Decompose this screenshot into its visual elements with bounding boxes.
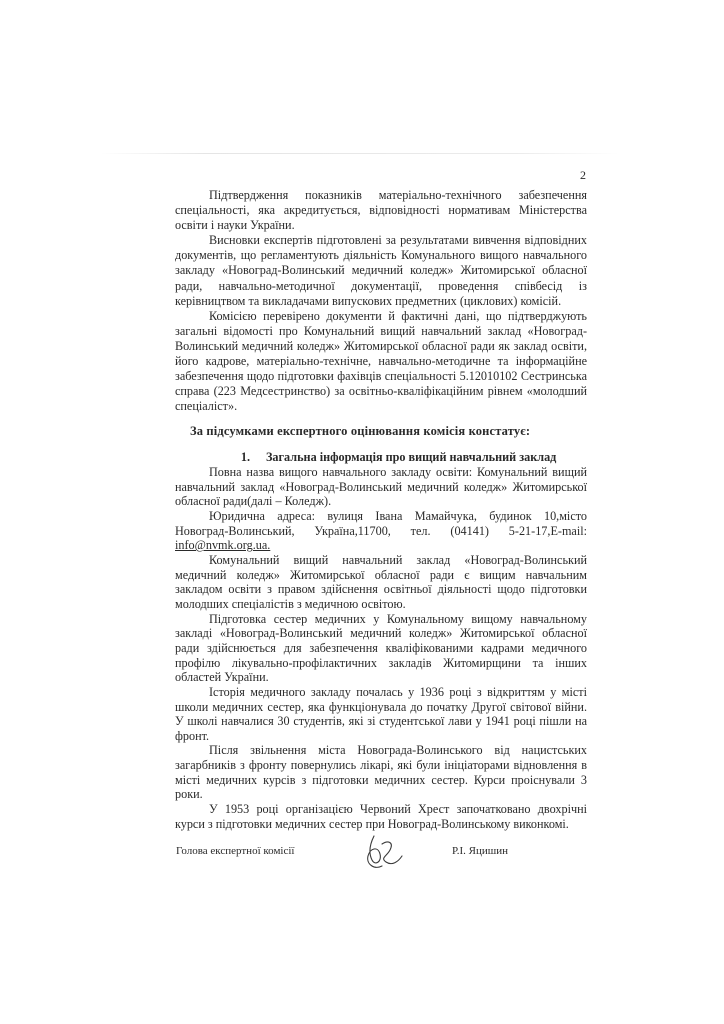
heading-title: Загальна інформація про вищий навчальний заклад: [266, 450, 557, 464]
full-name-paragraph: Повна назва вищого навчального закладу освіти: Комунальний вищий навчальний заклад «Новоград-Волинський медичний коледж» Житомирської обласної ради(далі – Коледж).: [175, 465, 587, 509]
intro-paragraph: Висновки експертів підготовлені за результатами вивчення відповідних документів, що регламентують діяльність Комунального вищого навчального закладу «Новоград-Волинський медичний коледж» Житомирської обласної ради, навчально-методичної документації, проведення співбесід із керівництвом та викладачами випускових предметних (циклових) комісій.: [175, 233, 587, 308]
handwritten-signature: [360, 832, 406, 872]
footer-role: Голова експертної комісії: [176, 845, 295, 857]
intro-section: [175, 188, 587, 414]
address-text: Юридична адреса: вулиця Івана Мамайчука, будинок 10,місто Новоград-Волинський, Україна,11700, тел. (04141) 5-21-17,E-mail:: [175, 508, 587, 538]
section-heading: За підсумками експертного оцінювання комісія констатує:: [190, 424, 531, 438]
training-paragraph: Підготовка сестер медичних у Комунальному вищому навчальному закладі «Новоград-Волинський медичний коледж» Житомирської обласної ради здійснюється для забезпечення кваліфікованими кадрами медичного профілю лікувально-профілактичних закладів Житомирщини та інших областей України.: [175, 611, 587, 685]
page-number: 2: [580, 168, 586, 182]
scan-edge-line: [100, 153, 620, 154]
general-info-section: [175, 465, 587, 831]
address-paragraph: [175, 509, 587, 553]
heading-number: 1.: [240, 450, 250, 464]
liberation-paragraph: Після звільнення міста Новограда-Волинського від нацистських загарбників з фронту повернулись лікарі, які були ініціаторами відновлення в місті медичних курсів з підготовки медичних сестер. Курси проіснували 3 роки.: [175, 743, 587, 802]
intro-paragraph: Комісією перевірено документи й фактичні дані, що підтверджують загальні відомості про Комунальний вищий навчальний заклад «Новоград-Волинський медичний коледж» Житомирської обласної ради як заклад освіти, його кадрове, матеріально-технічне, навчально-методичне та інформаційне забезпечення щодо підготовки фахівців спеціальності 5.12010102 Сестринська справа (223 Медсестринство) за освітньо-кваліфікаційним рівнем «молодший спеціаліст».: [175, 308, 587, 414]
email-link[interactable]: info@nvmk.org.ua.: [175, 538, 271, 553]
status-paragraph: Комунальний вищий навчальний заклад «Новоград-Волинський медичний коледж» Житомирської обласної ради є вищим навчальним закладом освіти з правом здійснення освітньої діяльності щодо підготовки молодших спеціалістів з медичною освітою.: [175, 552, 587, 611]
footer-name: Р.І. Яцишин: [452, 845, 509, 857]
history-1936-paragraph: Історія медичного закладу почалась у 1936 році з відкриттям у місті школи медичних сестер, яка функціонувала до початку Другої світової війни. У школі навчалися 30 студентів, які зі студентської лави у 1941 році пішли на фронт.: [175, 684, 587, 743]
numbered-heading: [175, 450, 587, 465]
intro-paragraph: Підтвердження показників матеріально-технічного забезпечення спеціальності, яка акредитується, відповідності нормативам Міністерства освіти і науки України.: [175, 188, 587, 233]
history-1953-paragraph: У 1953 році організацією Червоний Хрест започатковано двохрічні курси з підготовки медичних сестер при Новоград-Волинському виконкомі.: [175, 802, 587, 831]
